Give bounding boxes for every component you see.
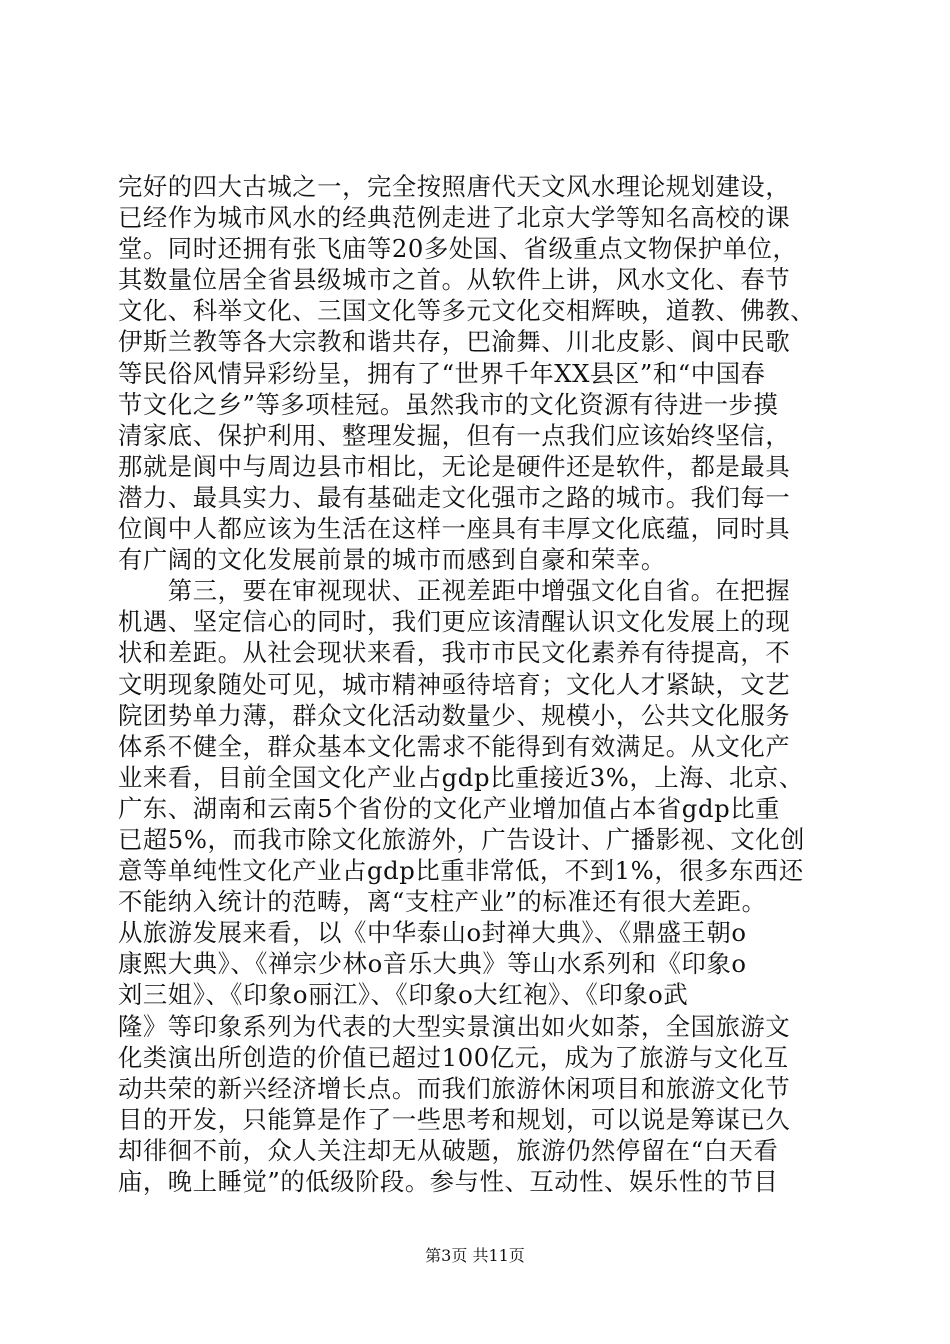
text-line: 不能纳入统计的范畴，离“支柱产业”的标准还有很大差距。 — [118, 887, 767, 917]
text-line: 等民俗风情异彩纷呈，拥有了“世界千年XX县区”和“中国春 — [118, 358, 766, 388]
text-line: 隆》等印象系列为代表的大型实景演出如火如荼，全国旅游文 — [118, 1011, 791, 1041]
text-line: 庙，晚上睡觉”的低级阶段。参与性、互动性、娱乐性的节目 — [118, 1167, 779, 1196]
text-line: 节文化之乡”等多项桂冠。虽然我市的文化资源有待进一步摸 — [118, 389, 779, 419]
text-line: 广东、湖南和云南5个省份的文化产业增加值占本省gdp比重 — [118, 793, 781, 823]
text-line: 完好的四大古城之一，完全按照唐代天文风水理论规划建设， — [118, 172, 791, 201]
text-line: 第三，要在审视现状、正视差距中增强文化自省。在把握 — [118, 576, 791, 606]
text-line: 潜力、最具实力、最有基础走文化强市之路的城市。我们每一 — [118, 482, 791, 512]
text-line: 文明现象随处可见，城市精神亟待培育；文化人才紧缺，文艺 — [118, 669, 791, 699]
text-line: 位阆中人都应该为生活在这样一座具有丰厚文化底蕴，同时具 — [118, 514, 791, 544]
text-line: 康熙大典》、《禅宗少林o音乐大典》等山水系列和《印象o — [118, 949, 747, 979]
text-line: 堂。同时还拥有张飞庙等20多处国、省级重点文物保护单位， — [118, 234, 798, 264]
text-line: 机遇、坚定信心的同时，我们更应该清醒认识文化发展上的现 — [118, 607, 791, 637]
text-line: 从旅游发展来看，以《中华泰山o封禅大典》、《鼎盛王朝o — [118, 918, 747, 948]
text-line: 刘三姐》、《印象o丽江》、《印象o大红袍》、《印象o武 — [118, 980, 689, 1010]
text-line: 动共荣的新兴经济增长点。而我们旅游休闲项目和旅游文化节 — [118, 1073, 791, 1103]
text-line: 已超5%，而我市除文化旅游外，广告设计、广播影视、文化创 — [118, 824, 806, 854]
text-line: 已经作为城市风水的经典范例走进了北京大学等知名高校的课 — [118, 203, 791, 233]
page-number-footer: 第3页 共11页 — [425, 1246, 525, 1265]
text-line: 伊斯兰教等各大宗教和谐共存，巴渝舞、川北皮影、阆中民歌 — [118, 327, 791, 357]
text-line: 其数量位居全省县级城市之首。从软件上讲，风水文化、春节 — [118, 265, 791, 295]
text-line: 体系不健全，群众基本文化需求不能得到有效满足。从文化产 — [118, 731, 791, 761]
text-line: 却徘徊不前，众人关注却无从破题，旅游仍然停留在“白天看 — [118, 1135, 779, 1165]
body-text — [118, 171, 858, 1197]
text-line: 业来看，目前全国文化产业占gdp比重接近3%，上海、北京、 — [118, 762, 804, 792]
text-line: 状和差距。从社会现状来看，我市市民文化素养有待提高，不 — [118, 638, 791, 668]
text-line: 有广阔的文化发展前景的城市而感到自豪和荣幸。 — [118, 545, 666, 575]
text-line: 意等单纯性文化产业占gdp比重非常低，不到1%，很多东西还 — [118, 856, 804, 886]
text-line: 院团势单力薄，群众文化活动数量少、规模小，公共文化服务 — [118, 700, 791, 730]
text-line: 化类演出所创造的价值已超过100亿元，成为了旅游与文化互 — [118, 1042, 789, 1072]
text-line: 文化、科举文化、三国文化等多元文化交相辉映，道教、佛教、 — [118, 296, 816, 326]
text-line: 那就是阆中与周边县市相比，无论是硬件还是软件，都是最具 — [118, 451, 791, 481]
text-line: 清家底、保护利用、整理发掘，但有一点我们应该始终坚信， — [118, 420, 791, 450]
text-line: 目的开发，只能算是作了一些思考和规划，可以说是筹谋已久 — [118, 1104, 791, 1134]
